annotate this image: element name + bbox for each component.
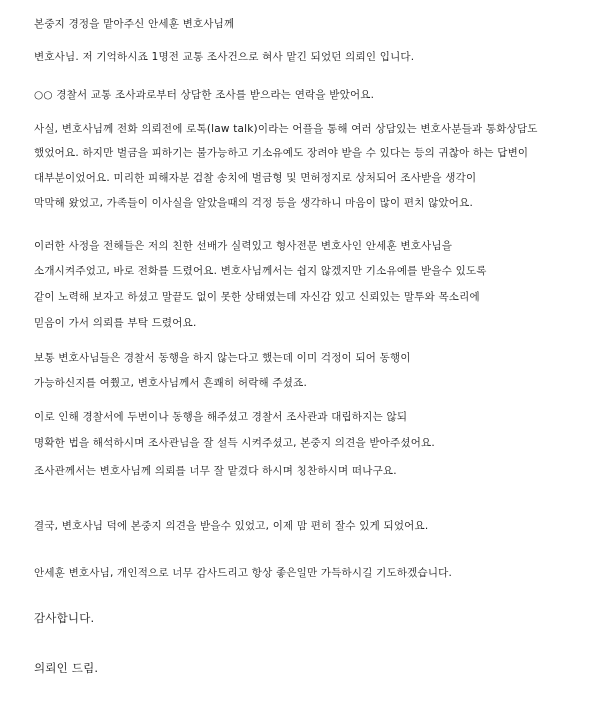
letter-line: 사실, 변호사님께 전화 의뢰전에 로톡(law talk)이라는 어플을 통해 여러 상담있는 변호사분들과 통화상담도 bbox=[34, 123, 538, 135]
letter-line: 보통 변호사님들은 경찰서 동행을 하지 않는다고 했는데 이미 걱정이 되어 동행이 bbox=[34, 352, 411, 364]
letter-line: 결국, 변호사님 덕에 본중지 의견을 받을수 있었고, 이제 맘 편히 잘수 있게 되었어요. bbox=[34, 520, 429, 532]
letter-line: 소개시켜주었고, 바로 전화를 드렸어요. 변호사님께서는 쉽지 않겠지만 기소유예를 받을수 있도록 bbox=[34, 265, 487, 277]
letter-line: ○○ 경찰서 교통 조사과로부터 상담한 조사를 받으라는 연락을 받았어요. bbox=[34, 89, 375, 101]
letter-line: 이러한 사정을 전해들은 저의 친한 선배가 실력있고 형사전문 변호사인 안세훈 변호사님을 bbox=[34, 240, 453, 252]
letter-line: 명확한 법을 해석하시며 조사관님을 잘 설득 시켜주셨고, 본중지 의견을 받아주셨어요. bbox=[34, 437, 435, 449]
letter-line: 같이 노력해 보자고 하셨고 말끝도 없이 못한 상태였는데 자신감 있고 신뢰있는 말투와 목소리에 bbox=[34, 291, 480, 303]
letter-line: 이로 인해 경찰서에 두번이나 동행을 해주셨고 경찰서 조사관과 대립하지는 않되 bbox=[34, 411, 408, 423]
letter-line: 안세훈 변호사님, 개인적으로 너무 감사드리고 항상 좋은일만 가득하시길 기도하겠습니다. bbox=[34, 567, 453, 579]
letter-line: 변호사님. 저 기억하시죠 1명전 교통 조사건으로 혀사 맡긴 되었던 의뢰인 입니다. bbox=[34, 51, 415, 63]
letter-signature: 의뢰인 드림. bbox=[34, 662, 99, 675]
letter-line: 가능하신지를 여쭸고, 변호사님께서 흔쾌히 허락해 주셨죠. bbox=[34, 377, 307, 389]
letter-line: 조사관께서는 변호사님께 의뢰를 너무 잘 맡겼다 하시며 칭찬하시며 떠나구요. bbox=[34, 465, 397, 477]
letter-thanks: 감사합니다. bbox=[34, 612, 95, 625]
letter-line: 믿음이 가서 의뢰를 부탁 드렸어요. bbox=[34, 317, 197, 329]
letter-line: 대부분이었어요. 미리한 피해자분 검찰 송치에 벌금형 및 면허정지로 상처되어 조사받을 생각이 bbox=[34, 172, 477, 184]
letter-line: 막막해 왔었고, 가족들이 이사실을 알았을때의 걱정 등을 생각하니 마음이 많이 편치 않았어요. bbox=[34, 197, 474, 209]
letter-greeting: 본중지 경정을 맡아주신 안세훈 변호사님께 bbox=[34, 18, 235, 30]
letter-line: 했었어요. 하지만 벌금을 피하기는 불가능하고 기소유예도 장려야 받을 수 있다는 등의 귀찮아 하는 답변이 bbox=[34, 147, 529, 159]
